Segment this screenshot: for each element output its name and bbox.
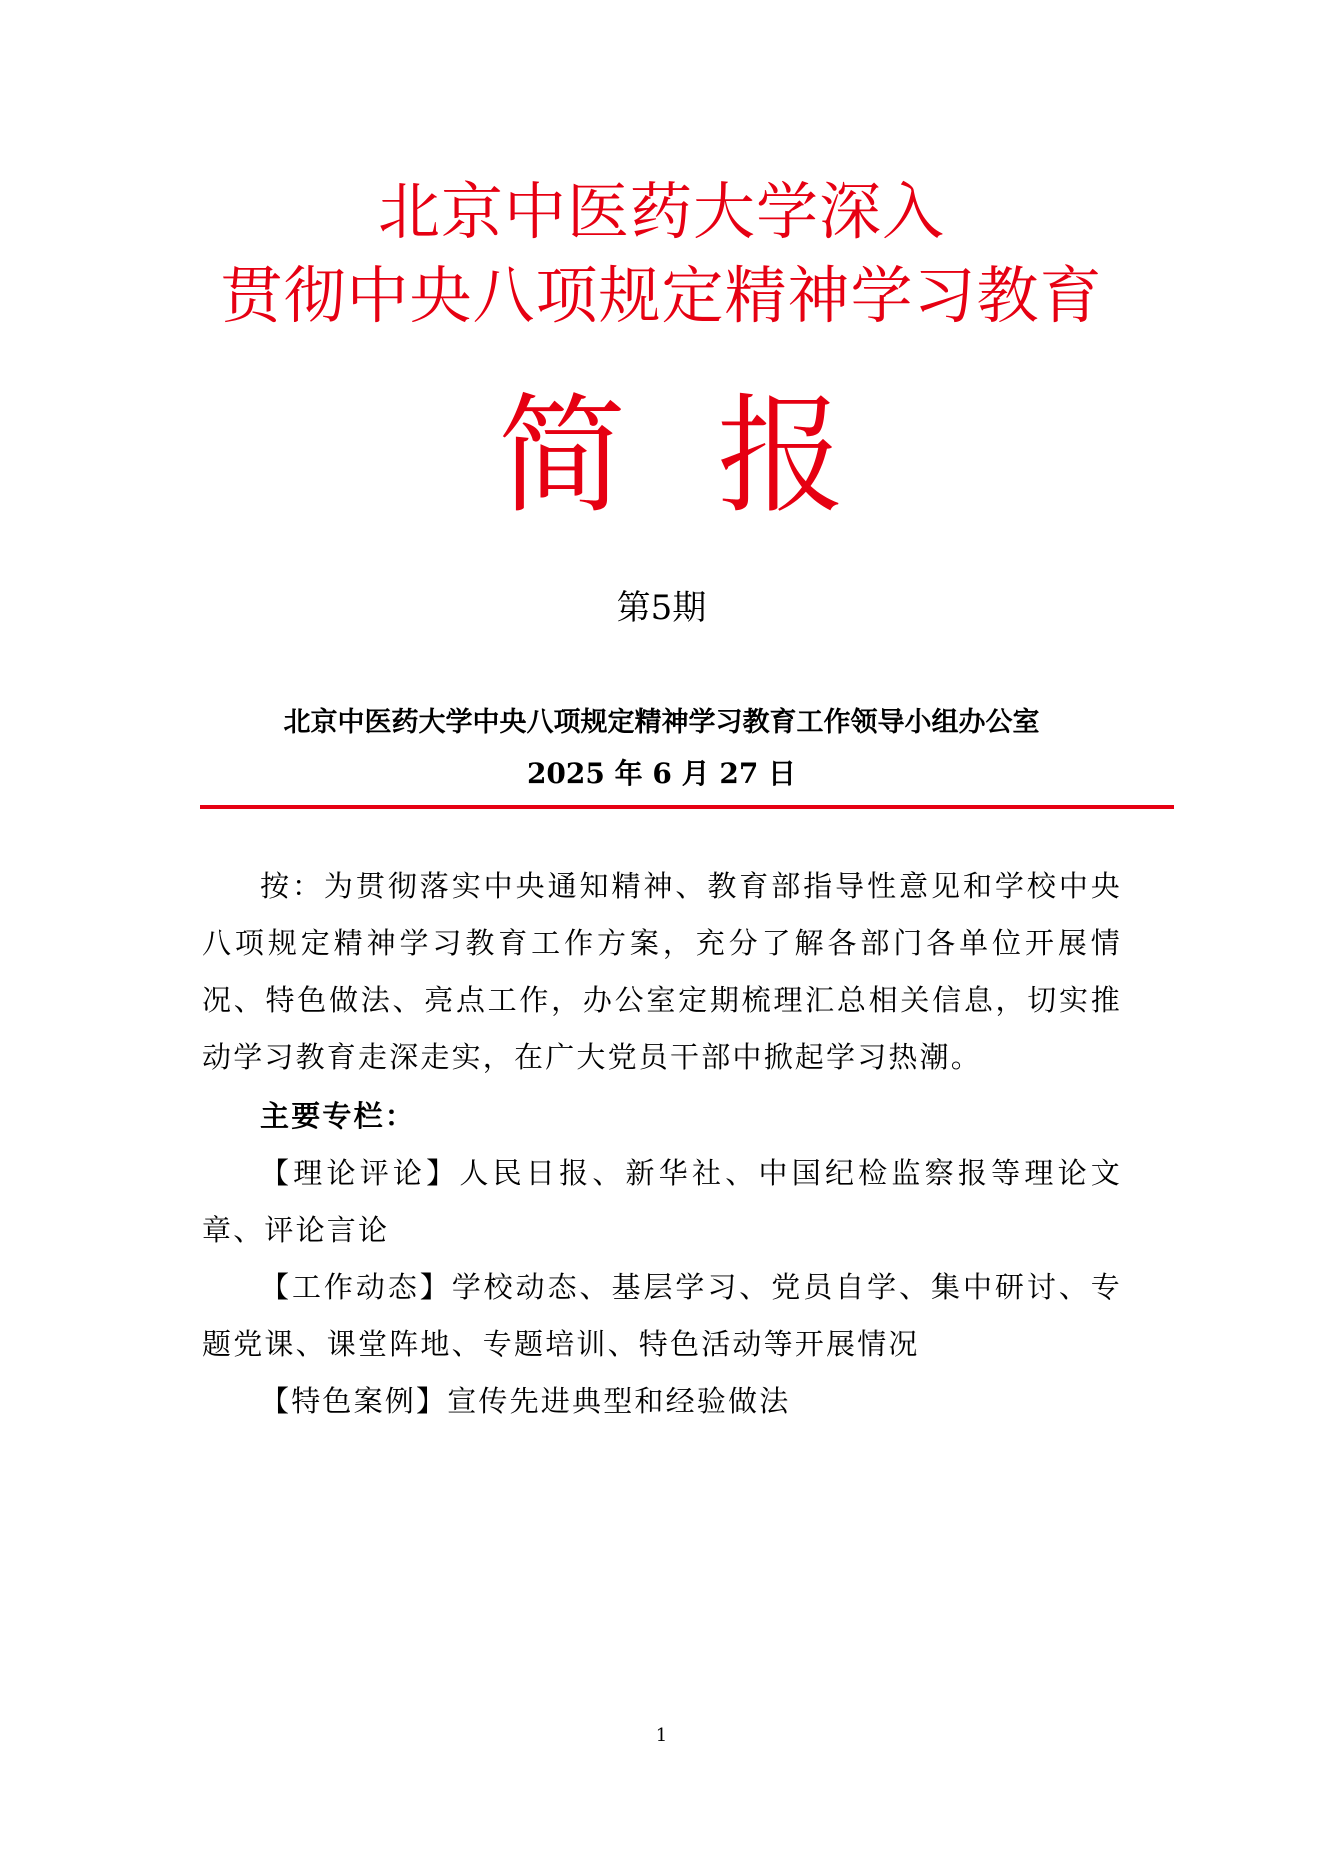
bulletin-title — [0, 382, 1323, 532]
column-item — [202, 1145, 1122, 1259]
page-number: 1 — [655, 1725, 668, 1746]
column-item — [202, 1373, 1122, 1430]
intro-paragraph — [202, 858, 1122, 1086]
intro-text: 按：为贯彻落实中央通知精神、教育部指导性意见和学校中央八项规定精神学习教育工作方案，充分了解各部门各单位开展情况、特色做法、亮点工作，办公室定期梳理汇总相关信息，切实推动学习教育走深走实，在广大党员干部中掀起学习热潮。 — [202, 869, 1122, 1074]
title-line-1: 北京中医药大学深入 — [377, 175, 945, 248]
column-item-text: 【理论评论】人民日报、新华社、中国纪检监察报等理论文章、评论言论 — [202, 1156, 1122, 1247]
column-item-text: 【工作动态】学校动态、基层学习、党员自学、集中研讨、专题党课、课堂阵地、专题培训、特色活动等开展情况 — [202, 1270, 1122, 1361]
column-item — [202, 1259, 1122, 1373]
issue-date: 2025 年 6 月 27 日 — [526, 757, 797, 790]
title-line-2: 贯彻中央八项规定精神学习教育 — [220, 259, 1103, 332]
column-item-text: 【特色案例】宣传先进典型和经验做法 — [260, 1384, 791, 1418]
columns-heading: 主要专栏： — [260, 1099, 417, 1133]
issue-number: 第5期 — [616, 588, 707, 628]
header-divider — [200, 805, 1174, 809]
issuer-name: 北京中医药大学中央八项规定精神学习教育工作领导小组办公室 — [283, 707, 1040, 738]
bulletin-title-char-1: 简 — [498, 382, 627, 531]
bulletin-title-char-2: 报 — [717, 382, 846, 531]
